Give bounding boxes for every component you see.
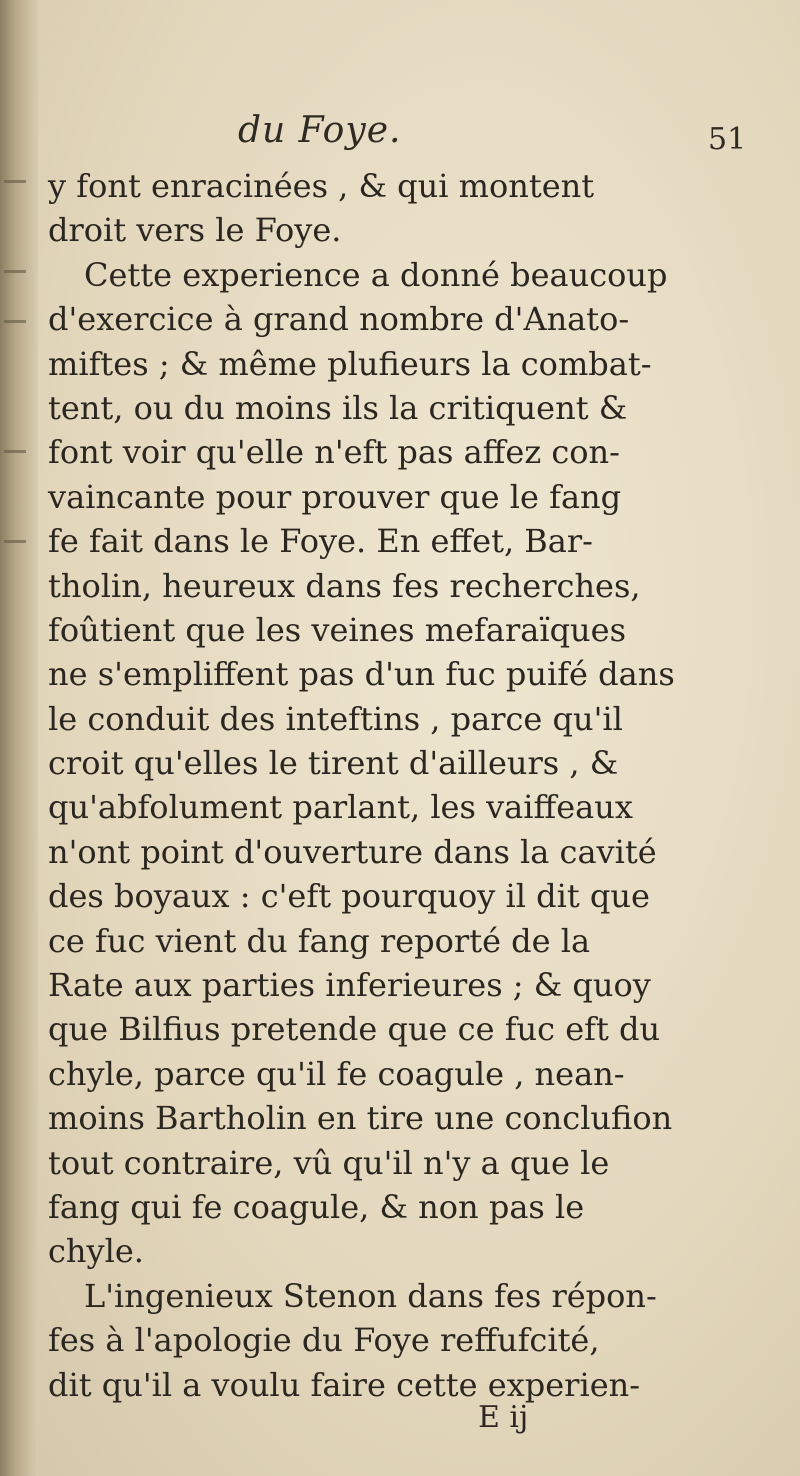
text-line: chyle. — [48, 1232, 144, 1271]
text-line: Cette experience a donné beaucoup — [84, 255, 668, 294]
text-line: le conduit des inteftins , parce qu'il — [48, 699, 623, 738]
text-line: que Bilfius pretende que ce fuc eft du — [48, 1010, 661, 1049]
text-line: dit qu'il a voulu faire cette experien- — [48, 1365, 641, 1404]
binding-gutter — [0, 0, 38, 1476]
text-line: chyle, parce qu'il fe coagule , nean- — [48, 1054, 625, 1093]
text-line: d'exercice à grand nombre d'Anato- — [48, 300, 630, 339]
text-line: tent, ou du moins ils la critiquent & — [48, 388, 628, 427]
running-head: du Foye. — [238, 110, 402, 151]
gutter-mark — [4, 320, 26, 323]
text-line: fang qui fe coagule, & non pas le — [48, 1187, 585, 1226]
text-line: droit vers le Foye. — [48, 211, 342, 250]
text-line: n'ont point d'ouverture dans la cavité — [48, 832, 657, 871]
text-line: croit qu'elles le tirent d'ailleurs , & — [48, 744, 619, 783]
signature-mark: E ij — [478, 1400, 529, 1435]
text-line: tout contraire, vû qu'il n'y a que le — [48, 1143, 610, 1182]
text-line: qu'abfolument parlant, les vaiffeaux — [48, 788, 633, 827]
text-line: tholin, heureux dans fes recherches, — [48, 566, 641, 605]
text-line: fe fait dans le Foye. En effet, Bar- — [48, 522, 593, 561]
text-line: Rate aux parties inferieures ; & quoy — [48, 966, 651, 1005]
text-line: font voir qu'elle n'eft pas affez con- — [48, 433, 620, 472]
body-text — [48, 164, 675, 1407]
text-line: fes à l'apologie du Foye reffufcité, — [48, 1321, 600, 1360]
page-number: 51 — [708, 122, 747, 157]
text-line: moins Bartholin en tire une conclufion — [48, 1099, 673, 1138]
gutter-mark — [4, 540, 26, 543]
gutter-mark — [4, 270, 26, 273]
text-line: ne s'empliffent pas d'un fuc puifé dans — [48, 655, 675, 694]
gutter-mark — [4, 450, 26, 453]
text-line: foûtient que les veines mefaraïques — [48, 610, 627, 649]
text-line: ce fuc vient du fang reporté de la — [48, 921, 591, 960]
gutter-mark — [4, 180, 26, 183]
text-line: des boyaux : c'eft pourquoy il dit que — [48, 877, 650, 916]
text-line: y font enracinées , & qui montent — [48, 167, 595, 205]
text-line: L'ingenieux Stenon dans fes répon- — [84, 1276, 657, 1315]
text-line: miftes ; & même plufieurs la combat- — [48, 344, 652, 383]
text-line: vaincante pour prouver que le fang — [48, 477, 622, 516]
